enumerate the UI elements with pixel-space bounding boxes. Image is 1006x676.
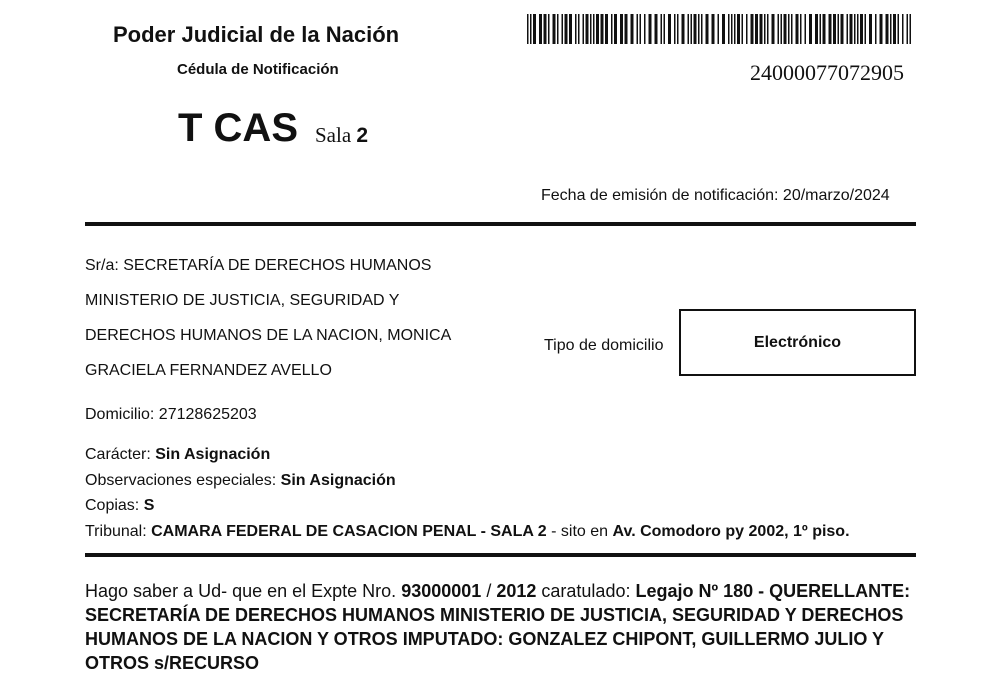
issue-date-label: Fecha de emisión de notificación: [541, 187, 779, 204]
document-type: Cédula de Notificación [177, 61, 339, 78]
copies-label: Copias: [85, 497, 140, 514]
located-label: - sito en [551, 523, 609, 540]
sala-label: Sala [315, 123, 352, 147]
header-divider [85, 222, 916, 226]
tribunal-value: CAMARA FEDERAL DE CASACION PENAL - SALA 2 [151, 523, 547, 540]
character-value: Sin Asignación [155, 446, 271, 463]
domicile-value: 27128625203 [158, 406, 257, 423]
tribunal-label: Tribunal: [85, 523, 147, 540]
body-intro: Hago saber a Ud- que en el Expte Nro. [85, 581, 397, 601]
domicile-type-label: Tipo de domicilio [544, 337, 664, 354]
domicile-line [85, 406, 257, 424]
court-code: T CAS [178, 106, 298, 150]
domicile-type-box [679, 309, 916, 376]
barcode-image [527, 14, 913, 44]
barcode-number: 24000077072905 [750, 60, 904, 85]
case-separator: / [486, 581, 492, 601]
character-line [85, 446, 270, 464]
recipient-line: Sr/a: SECRETARÍA DE DERECHOS HUMANOS [85, 257, 432, 274]
sala-number: 2 [356, 124, 369, 147]
organization-name: Poder Judicial de la Nación [113, 22, 400, 47]
observations-line [85, 472, 396, 490]
sala-indicator [315, 123, 368, 148]
copies-line [85, 497, 154, 515]
copies-value: S [143, 497, 155, 514]
case-number: 93000001 [401, 581, 482, 601]
character-label: Carácter: [85, 446, 151, 463]
observations-label: Observaciones especiales: [85, 472, 277, 489]
details-divider [85, 553, 916, 557]
recipient-line: GRACIELA FERNANDEZ AVELLO [85, 362, 332, 379]
recipient-line: MINISTERIO DE JUSTICIA, SEGURIDAD Y [85, 292, 400, 309]
case-caption: Legajo Nº 180 - QUERELLANTE: SECRETARÍA DE DERECHOS HUMANOS MINISTERIO DE JUSTICIA, SEGURIDAD Y DERECHOS HUMANOS DE LA NACION Y OTROS IMPUTADO: GONZALEZ CHIPONT, GUILLERMO JULIO Y OTROS s/RECURSO [85, 581, 911, 673]
issue-date-value: 20/marzo/2024 [782, 187, 890, 204]
recipient-line: DERECHOS HUMANOS DE LA NACION, MONICA [85, 327, 452, 344]
domicile-type-value: Electrónico [753, 333, 842, 351]
tribunal-line [85, 523, 850, 541]
observations-value: Sin Asignación [280, 472, 396, 489]
captioned-label: caratulado: [541, 581, 631, 601]
tribunal-address: Av. Comodoro py 2002, 1º piso. [612, 523, 850, 540]
issue-date-line [541, 187, 890, 205]
domicile-label: Domicilio: [85, 406, 155, 423]
case-year: 2012 [496, 581, 537, 601]
notification-body [85, 579, 945, 675]
